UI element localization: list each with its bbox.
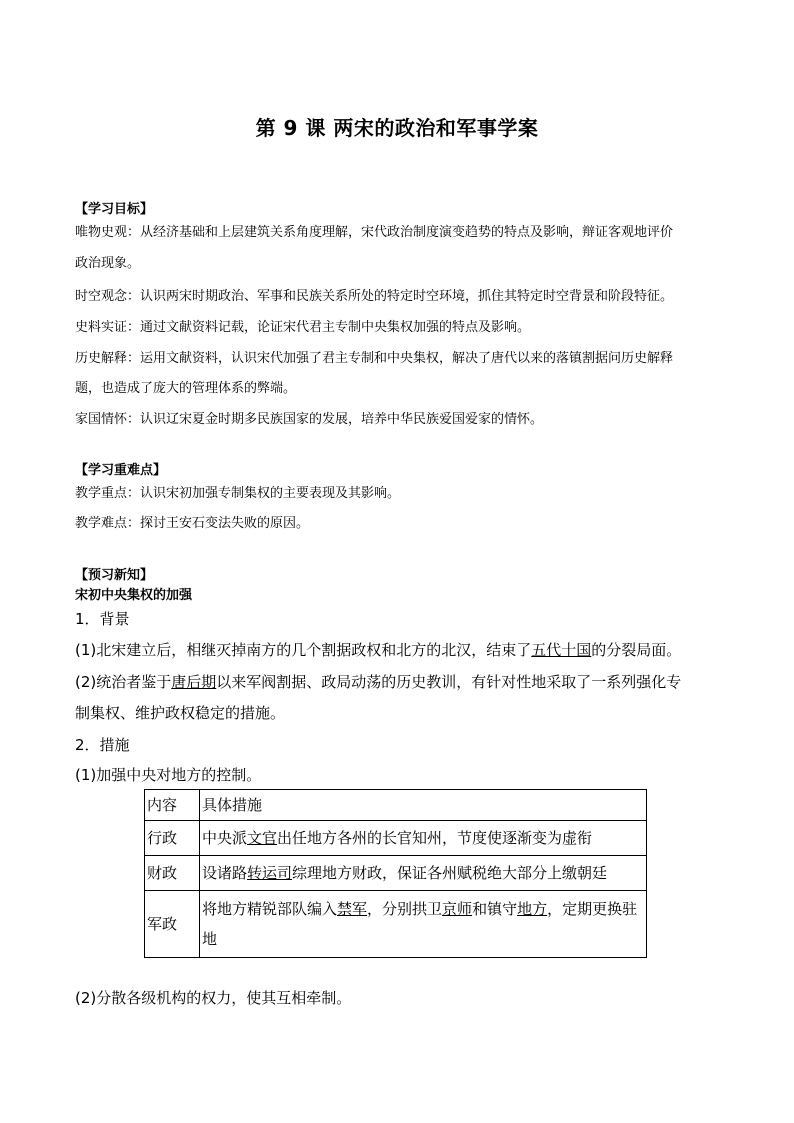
row-measure-administration: 中央派文官出任地方各州的长官知州，节度使逐渐变为虚衔: [200, 821, 647, 856]
answer-capital: 京师: [442, 900, 473, 918]
row-measure-military: 将地方精锐部队编入禁军，分别拱卫京师和镇守地方，定期更换驻地: [200, 891, 647, 958]
measures-table: [144, 789, 647, 958]
teaching-focus: 教学重点：认识宋初加强专制集权的主要表现及其影响。: [75, 486, 401, 501]
background-paragraph-2: (2)统治者鉴于唐后期以来军阀割据、政局动荡的历史教训，有针对性地采取了一系列强化专: [75, 673, 682, 691]
background-paragraph-2-cont: 制集权、维护政权稳定的措施。: [75, 704, 286, 722]
objectives-header: 【学习目标】: [75, 202, 154, 217]
objective-evidence: 史料实证：通过文献资料记载，论证宋代君主专制中央集权加强的特点及影响。: [75, 320, 531, 335]
objective-patriotism: 家国情怀：认识辽宋夏金时期多民族国家的发展，培养中华民族爱国爱家的情怀。: [75, 412, 544, 427]
key-points-header: 【学习重难点】: [75, 463, 167, 478]
objective-materialism-cont: 政治现象。: [75, 256, 141, 271]
row-label-finance: 财政: [145, 856, 200, 891]
table-row: [145, 891, 647, 958]
objective-materialism: 唯物史观：从经济基础和上层建筑关系角度理解，宋代政治制度演变趋势的特点及影响，辩证客观地评价: [75, 225, 674, 240]
answer-civil-officials: 文官: [247, 829, 278, 847]
row-label-military: 军政: [145, 891, 200, 958]
preview-subheader: 宋初中央集权的加强: [75, 588, 193, 603]
answer-five-dynasties: 五代十国: [531, 641, 592, 659]
table-header-content: 内容: [145, 790, 200, 821]
table-header-measures: 具体措施: [200, 790, 647, 821]
objective-interpretation: 历史解释：运用文献资料，认识宋代加强了君主专制和中央集权，解决了唐代以来的落镇割据问历史解释: [75, 351, 674, 366]
answer-imperial-army: 禁军: [337, 900, 368, 918]
measure-1-heading: (1)加强中央对地方的控制。: [75, 766, 262, 784]
table-header-row: [145, 790, 647, 821]
row-label-administration: 行政: [145, 821, 200, 856]
background-paragraph-1: (1)北宋建立后，相继灭掉南方的几个割据政权和北方的北汉，结束了五代十国的分裂局面。: [75, 641, 682, 659]
answer-transport-office: 转运司: [247, 864, 293, 882]
measure-2-heading: (2)分散各级机构的权力，使其互相牵制。: [75, 989, 352, 1007]
table-row: [145, 821, 647, 856]
objective-spacetime: 时空观念：认识两宋时期政治、军事和民族关系所处的特定时空环境，抓住其特定时空背景和阶段特征。: [75, 289, 674, 304]
row-measure-finance: 设诸路转运司综理地方财政，保证各州赋税绝大部分上缴朝廷: [200, 856, 647, 891]
section-measures-title: 2．措施: [75, 736, 130, 754]
preview-header: 【预习新知】: [75, 568, 154, 583]
objective-interpretation-cont: 题，也造成了庞大的管理体系的弊端。: [75, 381, 297, 396]
answer-localities: 地方: [517, 900, 548, 918]
answer-late-tang: 唐后期: [171, 673, 217, 691]
section-background-title: 1．背景: [75, 610, 130, 628]
page-title: 第 9 课 两宋的政治和军事学案: [255, 116, 539, 140]
teaching-difficulty: 教学难点：探讨王安石变法失败的原因。: [75, 516, 310, 531]
table-row: [145, 856, 647, 891]
